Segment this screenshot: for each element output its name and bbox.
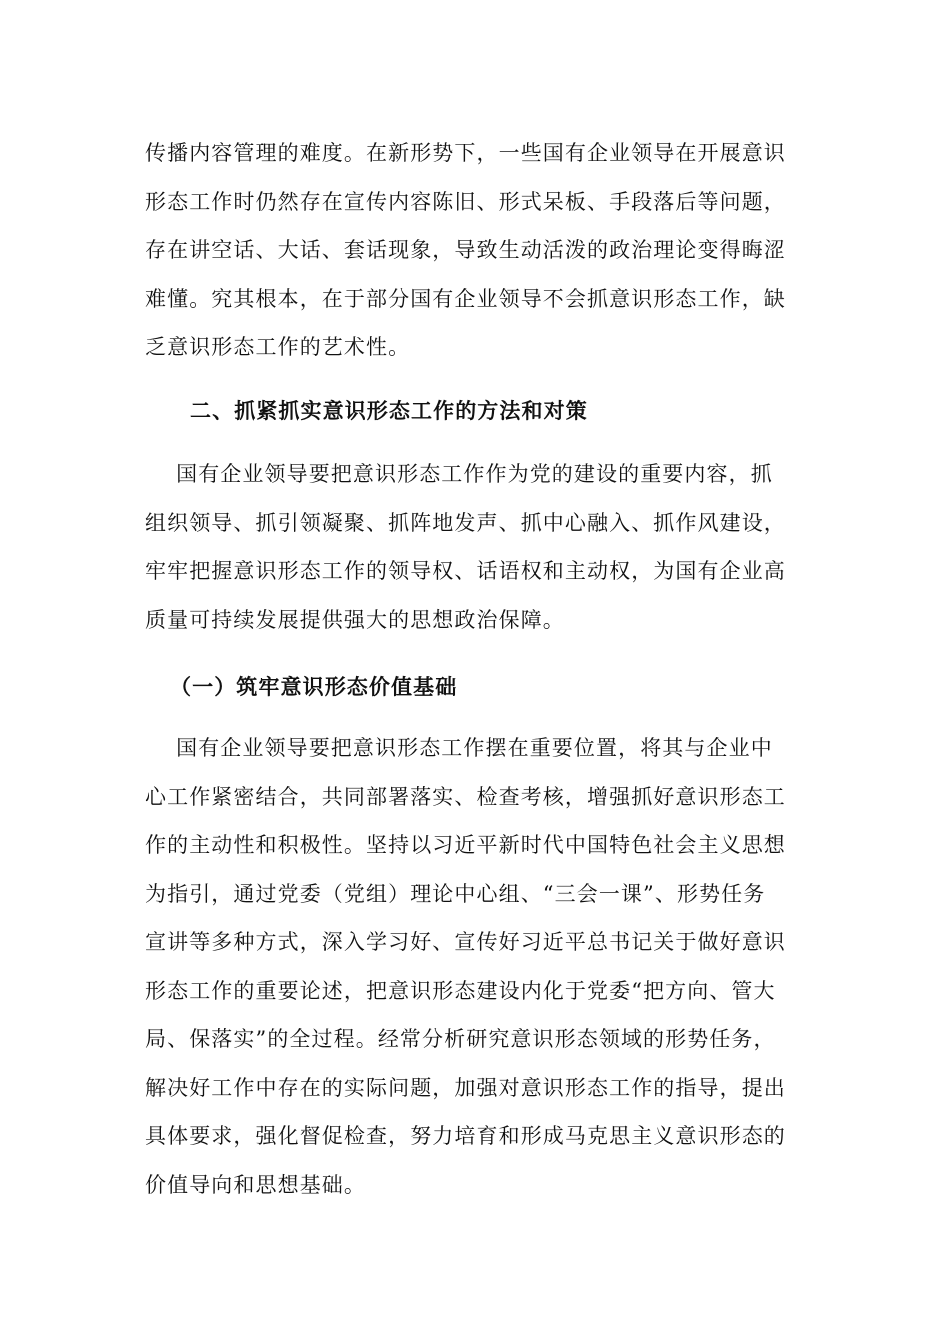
text-line: 形态工作时仍然存在宣传内容陈旧、形式呆板、手段落后等问题， xyxy=(145,189,786,214)
text-line: 局、保落实”的全过程。经常分析研究意识形态领域的形势任务， xyxy=(145,1027,776,1051)
text-line: 心工作紧密结合，共同部署落实、检查考核，增强抓好意识形态工 xyxy=(145,784,786,809)
text-line: 难懂。究其根本，在于部分国有企业领导不会抓意识形态工作，缺 xyxy=(145,286,786,311)
text-line: 形态工作的重要论述，把意识形态建设内化于党委“把方向、管大 xyxy=(145,978,776,1003)
text-line: 国有企业领导要把意识形态工作作为党的建设的重要内容，抓 xyxy=(145,462,773,486)
text-line: 具体要求，强化督促检查，努力培育和形成马克思主义意识形态的 xyxy=(145,1124,786,1148)
text-line: 传播内容管理的难度。在新形势下，一些国有企业领导在开展意识 xyxy=(145,141,786,165)
text-line: 解决好工作中存在的实际问题，加强对意识形态工作的指导，提出 xyxy=(145,1075,786,1100)
paragraph-methods-intro xyxy=(145,450,805,644)
text-line: 存在讲空话、大话、套话现象，导致生动活泼的政治理论变得晦涩 xyxy=(145,238,786,262)
paragraph-difficulty-analysis xyxy=(145,129,805,372)
paragraph-value-foundation xyxy=(145,724,805,1209)
text-line: 价值导向和思想基础。 xyxy=(145,1172,366,1197)
subsection-heading: （一）筑牢意识形态价值基础 xyxy=(170,675,458,699)
text-line: 乏意识形态工作的艺术性。 xyxy=(145,335,411,359)
text-line: 质量可持续发展提供强大的思想政治保障。 xyxy=(145,607,565,632)
text-line: 作的主动性和积极性。坚持以习近平新时代中国特色社会主义思想 xyxy=(145,833,786,857)
text-line: 组织领导、抓引领凝聚、抓阵地发声、抓中心融入、抓作风建设， xyxy=(145,510,786,535)
text-line: 为指引，通过党委（党组）理论中心组、“三会一课”、形势任务 xyxy=(145,881,766,906)
text-line: 国有企业领导要把意识形态工作摆在重要位置，将其与企业中 xyxy=(145,736,773,760)
text-line: 宣讲等多种方式，深入学习好、宣传好习近平总书记关于做好意识 xyxy=(145,930,786,954)
section-heading: 二、抓紧抓实意识形态工作的方法和对策 xyxy=(190,399,588,423)
text-line: 牢牢把握意识形态工作的领导权、话语权和主动权，为国有企业高 xyxy=(145,559,786,583)
